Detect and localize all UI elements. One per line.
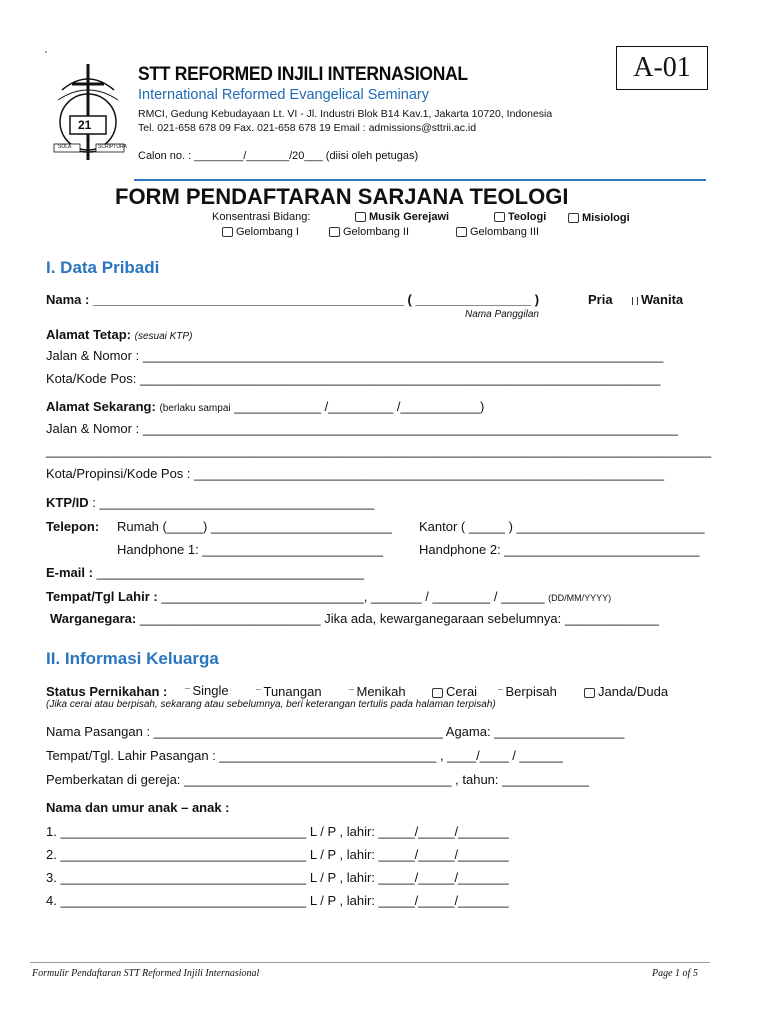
option-misiologi[interactable] [568, 212, 630, 224]
logo-right-text: SCRIPTURA [98, 144, 127, 150]
option-menikah[interactable] [349, 684, 406, 699]
option-tunangan[interactable] [256, 684, 322, 699]
ttl-label: Tempat/Tgl Lahir : [46, 589, 158, 604]
calon-number: Calon no. : ________/_______/20___ (diisi oleh petugas) [138, 150, 419, 162]
checkbox-icon [329, 227, 340, 237]
option-teologi[interactable] [494, 211, 546, 223]
option-gelombang-2[interactable] [329, 226, 409, 238]
warganegara-label: Warganegara: [50, 611, 137, 626]
checkbox-icon [632, 297, 638, 305]
alamat-sekarang-label: Alamat Sekarang: [46, 399, 156, 414]
option-wanita-label: Wanita [641, 292, 684, 307]
jalan-nomor-tetap-field[interactable]: Jalan & Nomor : ________________________________________________________________________ [46, 348, 664, 363]
header-dot: · [44, 44, 48, 58]
nama-field[interactable] [46, 292, 539, 307]
anak-row-1[interactable]: 1. __________________________________ L / P , lahir: _____/_____/_______ [46, 824, 509, 839]
nama-line: Nama : ___________________________________________ ( ________________ ) [46, 292, 540, 307]
address: RMCI, Gedung Kebudayaan Lt. VI - Jl. Industri Blok B14 Kav.1, Jakarta 10720, Indonesia [138, 108, 553, 120]
option-menikah-label: Menikah [356, 684, 406, 699]
telepon-kantor-field[interactable]: Kantor ( _____ ) __________________________ [419, 519, 705, 534]
option-gelombang-3[interactable] [456, 226, 539, 238]
status-note: (Jika cerai atau berpisah, sekarang atau sebelumnya, beri keterangan tertulis pada halaman terpisah) [46, 699, 496, 710]
footer-page-number: Page 1 of 5 [652, 968, 698, 979]
option-wanita[interactable] [632, 292, 683, 307]
berlaku-label: (berlaku sampai [159, 403, 231, 414]
konsentrasi-label: Konsentrasi Bidang: [212, 211, 311, 223]
checkbox-icon [432, 688, 443, 698]
checkbox-icon [584, 688, 595, 698]
form-code: A-01 [633, 52, 691, 83]
checkbox-icon: ¯ [498, 688, 506, 698]
email-field[interactable]: _____________________________________ [92, 565, 365, 580]
kota-propinsi-field[interactable]: Kota/Propinsi/Kode Pos : _________________________________________________________________ [46, 466, 665, 481]
form-title: FORM PENDAFTARAN SARJANA TEOLOGI [115, 184, 569, 209]
telepon-label: Telepon: [46, 519, 100, 534]
checkbox-icon [456, 227, 467, 237]
footer-divider [30, 962, 710, 963]
alamat-tetap-label: Alamat Tetap: [46, 327, 131, 342]
kota-kode-pos-field[interactable]: Kota/Kode Pos: ________________________________________________________________________ [46, 371, 661, 386]
email-label: E-mail : [46, 565, 93, 580]
checkbox-icon [222, 227, 233, 237]
checkbox-icon: ¯ [256, 688, 264, 698]
handphone-2-field[interactable]: Handphone 2: ___________________________ [419, 542, 700, 557]
ttl-field[interactable]: ____________________________, _______ / ________ / ______ [157, 589, 545, 604]
nama-pasangan-field[interactable]: Nama Pasangan : ________________________________________ Agama: __________________ [46, 724, 625, 739]
telepon-rumah-field[interactable]: Rumah (_____) _________________________ [117, 519, 392, 534]
ktp-label: KTP/ID [46, 495, 89, 510]
section-informasi-keluarga: II. Informasi Keluarga [46, 649, 219, 668]
option-janda-duda-label: Janda/Duda [598, 684, 669, 699]
option-gelombang-1-label: Gelombang I [236, 226, 299, 238]
anak-heading: Nama dan umur anak – anak : [46, 800, 230, 815]
institution-name: STT REFORMED INJILI INTERNASIONAL [138, 64, 468, 85]
seminary-logo [50, 60, 130, 168]
anak-row-2[interactable]: 2. __________________________________ L / P , lahir: _____/_____/_______ [46, 847, 509, 862]
contact: Tel. 021-658 678 09 Fax. 021-658 678 19 Email : admissions@sttrii.ac.id [138, 122, 477, 134]
option-single-label: Single [192, 683, 229, 698]
english-name: International Reformed Evangelical Seminary [138, 87, 429, 103]
option-janda-duda[interactable] [584, 684, 668, 699]
form-code-box [616, 46, 708, 90]
option-single[interactable] [185, 683, 229, 698]
option-gelombang-1[interactable] [222, 226, 299, 238]
footer-left: Formulir Pendaftaran STT Reformed Injili Internasional [32, 968, 260, 979]
option-misiologi-label: Misiologi [582, 212, 630, 224]
ttl-format-hint: (DD/MM/YYYY) [548, 593, 612, 603]
sesuai-ktp-hint: (sesuai KTP) [134, 331, 193, 342]
berlaku-field[interactable]: ____________ /_________ /___________) [234, 399, 485, 414]
pemberkatan-field[interactable]: Pemberkatan di gereja: _____________________________________ , tahun: ____________ [46, 772, 589, 787]
nama-panggilan-hint: Nama Panggilan [465, 309, 539, 320]
warganegara-field[interactable]: _________________________ Jika ada, kewarganegaraan sebelumnya: _____________ [136, 611, 659, 626]
option-pria[interactable]: Pria [588, 292, 613, 307]
logo-left-text: SOLA [58, 144, 72, 150]
jalan-nomor-sekarang-field[interactable]: Jalan & Nomor : __________________________________________________________________________ [46, 421, 678, 436]
alamat-line-field[interactable]: ____________________________________________________________________________________________ [46, 443, 712, 458]
anak-row-3[interactable]: 3. __________________________________ L / P , lahir: _____/_____/_______ [46, 870, 509, 885]
option-teologi-label: Teologi [508, 211, 547, 223]
section-data-pribadi: I. Data Pribadi [46, 258, 160, 277]
checkbox-icon [355, 212, 366, 222]
option-berpisah-label: Berpisah [505, 684, 557, 699]
option-cerai[interactable] [432, 684, 477, 699]
option-tunangan-label: Tunangan [263, 684, 322, 699]
handphone-1-field[interactable]: Handphone 1: _________________________ [117, 542, 384, 557]
checkbox-icon: ¯ [349, 688, 357, 698]
status-pernikahan-label: Status Pernikahan : [46, 684, 168, 699]
option-musik-label: Musik Gerejawi [369, 211, 450, 223]
ttl-pasangan-field[interactable]: Tempat/Tgl. Lahir Pasangan : ______________________________ , ____/____ / ______ [46, 748, 563, 763]
option-musik[interactable] [355, 211, 449, 223]
logo-number: 21 [78, 118, 92, 132]
checkbox-icon [568, 213, 579, 223]
checkbox-icon [494, 212, 505, 222]
checkbox-icon: ¯ [185, 687, 193, 697]
option-cerai-label: Cerai [446, 684, 478, 699]
anak-row-4[interactable]: 4. __________________________________ L / P , lahir: _____/_____/_______ [46, 893, 509, 908]
header-divider [134, 179, 706, 181]
option-gelombang-3-label: Gelombang III [470, 226, 540, 238]
ktp-field[interactable]: : ______________________________________ [88, 495, 375, 510]
option-gelombang-2-label: Gelombang II [343, 226, 410, 238]
option-berpisah[interactable] [498, 684, 557, 699]
